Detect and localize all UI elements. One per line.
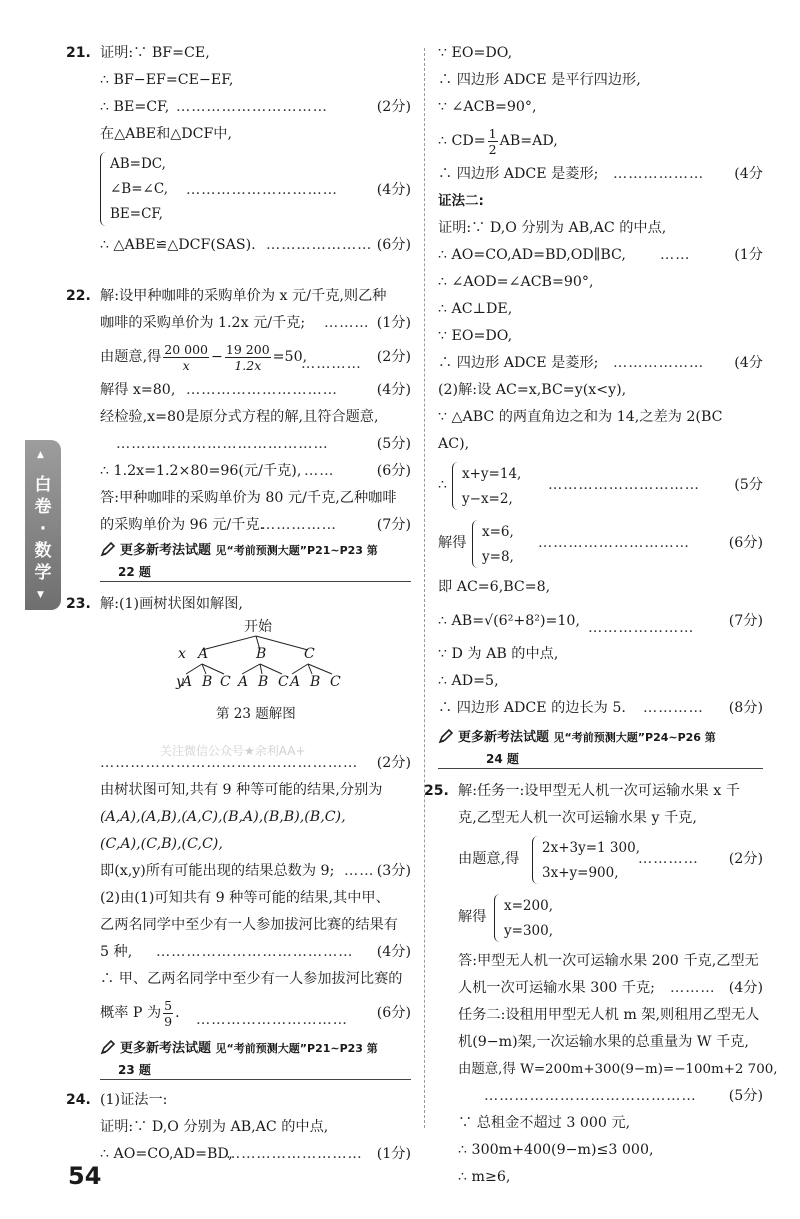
q25-score-1: (2分): [727, 846, 763, 873]
q24-r10: ∴ AC⊥DE,: [438, 301, 513, 317]
q24-system-1: ∴ x+y=14, y−x=2, ………………………… (5分: [438, 458, 763, 516]
more-questions-box-1: 更多新考法试题 见“考前预测大题”P21~P23 第 22 题: [66, 539, 411, 583]
tree-x-label: x: [178, 646, 186, 662]
q23-line-3: 由树状图可知,共有 9 种等可能的结果,分别为: [100, 782, 383, 798]
right-column: [424, 40, 778, 1191]
q24-r12: ∴ 四边形 ADCE 是菱形; ……………… (4分: [438, 350, 763, 377]
q21-number: 21.: [66, 45, 91, 61]
q25-line-2: 克,乙型无人机一次可运输水果 y 千克,: [458, 810, 697, 826]
q24-r15: AC),: [438, 436, 470, 452]
q23-line-6: 即(x,y)所有可能出现的结果总数为 9; …… (3分): [66, 858, 411, 885]
q22-score-6: (7分): [375, 512, 411, 539]
q23-score-4: (6分): [375, 993, 411, 1033]
pen-icon: [100, 1039, 116, 1055]
q24-score-3: (1分: [732, 242, 763, 269]
q24-score-6: (6分): [727, 530, 763, 557]
q21-line-6: ∴ △ABE≌△DCF(SAS). ………………… (6分): [66, 232, 411, 259]
q21-score-3: (6分): [375, 232, 411, 259]
tree-root: 开始: [244, 619, 272, 635]
arrow-down-icon: ▼: [37, 590, 44, 600]
tree-diagram: 开始 x A B C y A B C A B C A B C 第 23 题解图: [66, 618, 411, 750]
q24-r13: (2)解:设 AC=x,BC=y(x<y),: [438, 382, 627, 398]
q24-score-8: (8分): [727, 695, 763, 722]
brace: [452, 462, 460, 510]
q25-line-9: 由题意,得 W=200m+300(9−m)=−100m+2 700,: [458, 1062, 778, 1077]
q22-line-4: 解得 x=80, ………………………… (4分): [66, 377, 411, 404]
q22-score-5: (6分): [375, 458, 411, 485]
q22-score-4: (5分): [375, 431, 411, 458]
q24-r6: 证法二:: [438, 193, 484, 209]
q25-score-2: (4分): [727, 975, 763, 1002]
q24-r3: ∵ ∠ACB=90°,: [438, 99, 537, 115]
left-column: [66, 40, 411, 1168]
q22-line-7: ∴ 1.2x=1.2×80=96(元/千克), …… (6分): [66, 458, 411, 485]
watermark: 关注微信公众号★余利AA+: [160, 744, 306, 758]
q24-score-5: (5分: [732, 472, 763, 499]
q24-system-2: 解得 x=6, y=8, ………………………… (6分): [438, 516, 763, 574]
q24-line-1: 24. (1)证法一:: [66, 1087, 411, 1114]
tree-caption: 第 23 题解图: [216, 706, 296, 722]
q23-line-8: 乙两名同学中至少有一人参加拔河比赛的结果有: [100, 917, 398, 933]
q23-line-11: 概率 P 为 $\frac{5}{9}$ . ………………………… (6分): [66, 993, 411, 1033]
q24-r22: ∴ 四边形 ADCE 的边长为 5. ………… (8分): [438, 695, 763, 722]
q21-score-1: (2分): [375, 94, 411, 121]
q24-line-3: ∴ AO=CO,AD=BD, ……………………… (1分): [66, 1141, 411, 1168]
brace: [532, 836, 540, 884]
q23-score-1: (2分): [375, 750, 411, 777]
q24-r2: ∴ 四边形 ADCE 是平行四边形,: [438, 72, 641, 88]
q22-line-9: 的采购单价为 96 元/千克. …………… (7分): [66, 512, 411, 539]
q22-line-8: 答:甲种咖啡的采购单价为 80 元/千克,乙种咖啡: [100, 490, 397, 506]
q24-r4: ∴ CD= $\frac{1}{2}$ AB=AD,: [438, 125, 558, 157]
more-questions-box-2: 更多新考法试题 见“考前预测大题”P21~P23 第 23 题: [66, 1037, 411, 1081]
q25-system-2: 解得 x=200, y=300,: [438, 890, 763, 948]
q24-r1: ∵ EO=DO,: [438, 45, 513, 61]
q21-line-1: 21. 证明:∵ BF=CE,: [66, 40, 411, 67]
tree-y-label: y: [176, 674, 184, 690]
q24-r11: ∵ EO=DO,: [438, 328, 513, 344]
q24-number: 24.: [66, 1092, 91, 1108]
arrow-up-icon: ▲: [37, 450, 44, 460]
q22-score-3: (4分): [375, 377, 411, 404]
q23-line-1: 23. 解:(1)画树状图如解图,: [66, 591, 411, 618]
q24-score-1: (1分): [375, 1141, 411, 1168]
q23-number: 23.: [66, 596, 91, 612]
q25-system-1: 由题意,得 2x+3y=1 300, 3x+y=900, ………… (2分): [438, 832, 763, 890]
q25-score-3: (5分): [727, 1083, 763, 1110]
q25-line-12: ∴ 300m+400(9−m)≤3 000,: [458, 1142, 654, 1158]
q24-r18: 即 AC=6,BC=8,: [438, 579, 551, 595]
q21-system: AB=DC, ∠B=∠C, BE=CF, ………………………… (4分): [66, 148, 411, 232]
q25-line-1: 25. 解:任务一:设甲型无人机一次可运输水果 x 千: [424, 778, 763, 805]
q22-line-5: 经检验,x=80是原分式方程的解,且符合题意,: [100, 409, 379, 425]
q23-score-2: (3分): [375, 858, 411, 885]
q24-r9: ∴ ∠AOD=∠ACB=90°,: [438, 274, 594, 290]
q25-line-11: ∵ 总租金不超过 3 000 元,: [458, 1115, 631, 1131]
q25-line-7: 任务二:设租用甲型无人机 m 架,则租用乙型无人: [458, 1007, 760, 1023]
q22-line-6: …………………………………… (5分): [66, 431, 411, 458]
q21-line-2: ∴ BF−EF=CE−EF,: [100, 72, 234, 88]
page-number: 54: [68, 1162, 102, 1190]
q23-line-5: (C,A),(C,B),(C,C),: [100, 836, 223, 852]
q24-r19: ∴ AB=√(6²+8²)=10, ………………… (7分): [438, 601, 763, 641]
q24-r20: ∵ D 为 AB 的中点,: [438, 646, 559, 662]
brace: [472, 520, 480, 568]
q23-line-7: (2)由(1)可知共有 9 种等可能的结果,其中甲、: [100, 890, 390, 906]
pen-icon: [100, 541, 116, 557]
column-divider: [424, 48, 425, 1128]
q22-number: 22.: [66, 288, 91, 304]
q21-line-3: ∴ BE=CF, ………………………… (2分): [66, 94, 411, 121]
q23-line-4: (A,A),(A,B),(A,C),(B,A),(B,B),(B,C),: [100, 809, 346, 825]
q25-line-8: 机(9−m)架,一次运输水果的总重量为 W 千克,: [458, 1034, 749, 1050]
side-tab-label: 白卷·数学: [34, 475, 52, 583]
brace: [100, 152, 108, 226]
q24-score-4: (4分: [732, 350, 763, 377]
q23-line-10: ∴ 甲、乙两名同学中至少有一人参加拔河比赛的: [100, 971, 403, 987]
q22-line-3: 由题意,得 $\frac{20 000}{x}$ − $\frac{19 200}{1.2x}$ =50, ………… (2分): [66, 337, 411, 377]
q25-line-13: ∴ m≥6,: [458, 1169, 511, 1185]
q23-line-9: 5 种, ………………………………… (4分): [66, 939, 411, 966]
q25-line-10: …………………………………… (5分): [438, 1083, 763, 1110]
q24-r14: ∵ △ABC 的两直角边之和为 14,之差为 2(BC: [438, 409, 723, 425]
q21-line-4: 在△ABE和△DCF中,: [100, 126, 232, 142]
side-tab: [25, 440, 61, 610]
q25-line-6: 人机一次可运输水果 300 千克; ……… (4分): [438, 975, 763, 1002]
q22-line-2: 咖啡的采购单价为 1.2x 元/千克; ……… (1分): [66, 310, 411, 337]
more-questions-box-3: 更多新考法试题 见“考前预测大题”P24~P26 第 24 题: [438, 726, 763, 770]
q24-score-2: (4分: [732, 161, 763, 188]
q22-score-1: (1分): [375, 310, 411, 337]
q24-r5: ∴ 四边形 ADCE 是菱形; ……………… (4分: [438, 161, 763, 188]
q25-line-5: 答:甲型无人机一次可运输水果 200 千克,乙型无: [458, 953, 759, 969]
q24-r21: ∴ AD=5,: [438, 673, 499, 689]
q23-score-3: (4分): [375, 939, 411, 966]
q22-score-2: (2分): [375, 337, 411, 377]
q22-line-1: 22. 解:设甲种咖啡的采购单价为 x 元/千克,则乙种: [66, 283, 411, 310]
q24-score-7: (7分): [727, 601, 763, 641]
q23-line-2: …………………………………………… (2分): [66, 750, 411, 777]
brace: [494, 894, 502, 942]
q24-r8: ∴ AO=CO,AD=BD,OD∥BC, …… (1分: [438, 242, 763, 269]
q24-line-2: 证明:∵ D,O 分别为 AB,AC 的中点,: [100, 1119, 329, 1135]
q24-r7: 证明:∵ D,O 分别为 AB,AC 的中点,: [438, 220, 667, 236]
q21-score-2: (4分): [375, 177, 411, 204]
pen-icon: [438, 728, 454, 744]
q25-number: 25.: [424, 783, 449, 799]
